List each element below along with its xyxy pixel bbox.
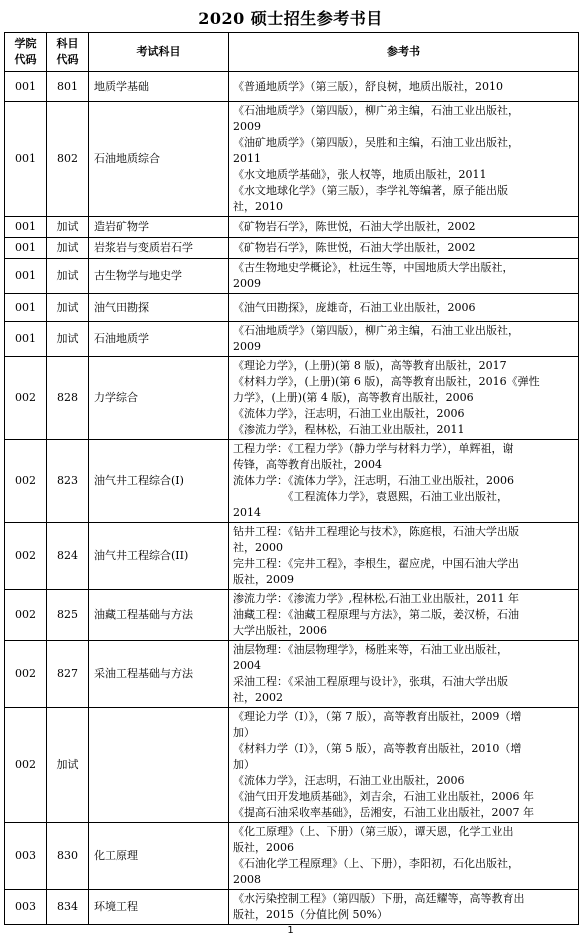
subject-code-cell: 加试	[47, 294, 89, 322]
table-row	[5, 102, 579, 217]
subject-code-cell: 830	[47, 823, 89, 890]
subject-cell: 采油工程基础与方法	[89, 641, 229, 708]
header-subject: 考试科目	[89, 33, 229, 72]
reference-cell: 《普通地质学》（第三版），舒良树，地质出版社，2010	[229, 72, 579, 102]
subject-code-cell: 823	[47, 440, 89, 523]
subject-code-cell: 801	[47, 72, 89, 102]
table-row	[5, 357, 579, 440]
subject-code-cell: 824	[47, 523, 89, 590]
header-subject-code: 科目 代码	[47, 33, 89, 72]
header-college-code: 学院 代码	[5, 33, 47, 72]
college-code-cell: 001	[5, 322, 47, 357]
reference-cell: 工程力学：《工程力学》（静力学与材料力学），单辉祖，谢 传锋，高等教育出版社，2004 流体力学：《流体力学》，汪志明，石油工业出版社，2006 《工程流体力学》，袁恩熙，石油工业出版社， 2014	[229, 440, 579, 523]
subject-cell: 环境工程	[89, 890, 229, 925]
subject-code-cell: 加试	[47, 217, 89, 238]
subject-code-cell: 加试	[47, 708, 89, 823]
subject-cell: 岩浆岩与变质岩石学	[89, 238, 229, 259]
table-header-row	[5, 33, 579, 72]
reference-cell: 《矿物岩石学》，陈世悦，石油大学出版社，2002	[229, 217, 579, 238]
college-code-cell: 003	[5, 890, 47, 925]
college-code-cell: 003	[5, 823, 47, 890]
reference-cell: 《化工原理》（上、下册）（第三版），谭天恩，化学工业出 版社，2006 《石油化学工程原理》（上、下册），李阳初，石化出版社， 2008	[229, 823, 579, 890]
subject-cell: 油藏工程基础与方法	[89, 590, 229, 641]
reference-cell: 《石油地质学》（第四版），柳广弟主编，石油工业出版社， 2009	[229, 322, 579, 357]
table-row	[5, 641, 579, 708]
table-row	[5, 217, 579, 238]
subject-cell: 油气井工程综合(II)	[89, 523, 229, 590]
college-code-cell: 001	[5, 217, 47, 238]
table-row	[5, 708, 579, 823]
subject-cell	[89, 708, 229, 823]
subject-cell: 油气井工程综合(I)	[89, 440, 229, 523]
subject-code-cell: 827	[47, 641, 89, 708]
page-number: 1	[287, 925, 294, 936]
table-row	[5, 72, 579, 102]
college-code-cell: 002	[5, 641, 47, 708]
table-row	[5, 238, 579, 259]
reference-cell: 油层物理：《油层物理学》，杨胜来等，石油工业出版社， 2004 采油工程：《采油工程原理与设计》，张琪，石油大学出版 社，2002	[229, 641, 579, 708]
subject-code-cell: 828	[47, 357, 89, 440]
subject-cell: 石油地质学	[89, 322, 229, 357]
reference-cell: 《油气田勘探》，庞雄奇，石油工业出版社，2006	[229, 294, 579, 322]
subject-cell: 造岩矿物学	[89, 217, 229, 238]
header-reference: 参考书	[229, 33, 579, 72]
reference-cell: 《矿物岩石学》，陈世悦，石油大学出版社，2002	[229, 238, 579, 259]
reference-cell: 《理论力学（I）》，（第 7 版），高等教育出版社，2009（增 加） 《材料力学（I）》，（第 5 版），高等教育出版社，2010（增 加） 《流体力学》，汪志明，石油工业出版社，2006 《油气田开发地质基础》，刘吉余，石油工业出版社，2006 年 《提高石油采收率基础》，岳湘安，石油工业出版社，2007 年	[229, 708, 579, 823]
reference-table	[4, 32, 579, 925]
table-row	[5, 440, 579, 523]
subject-code-cell: 加试	[47, 322, 89, 357]
table-row	[5, 322, 579, 357]
college-code-cell: 001	[5, 238, 47, 259]
college-code-cell: 001	[5, 102, 47, 217]
reference-cell: 钻井工程：《钻井工程理论与技术》，陈庭根，石油大学出版 社，2000 完井工程：《完井工程》，李根生，翟应虎，中国石油大学出 版社，2009	[229, 523, 579, 590]
subject-cell: 力学综合	[89, 357, 229, 440]
reference-cell: 《古生物地史学概论》，杜远生等，中国地质大学出版社， 2009	[229, 259, 579, 294]
subject-cell: 油气田勘探	[89, 294, 229, 322]
college-code-cell: 001	[5, 294, 47, 322]
reference-cell: 《水污染控制工程》（第四版）下册，高廷耀等，高等教育出 版社，2015（分值比例 50%）	[229, 890, 579, 925]
reference-cell: 《理论力学》，(上册)(第 8 版)，高等教育出版社，2017 《材料力学》，(上册)(第 6 版)，高等教育出版社，2016《弹性 力学》，(上册)(第 4 版)，高等教育出版社，2006 《流体力学》，汪志明，石油工业出版社，2006 《渗流力学》，程林松，石油工业出版社，2011	[229, 357, 579, 440]
college-code-cell: 002	[5, 357, 47, 440]
subject-code-cell: 加试	[47, 259, 89, 294]
table-row	[5, 823, 579, 890]
page-title: 2020 硕士招生参考书目	[198, 9, 383, 28]
college-code-cell: 002	[5, 440, 47, 523]
subject-cell: 石油地质综合	[89, 102, 229, 217]
subject-code-cell: 834	[47, 890, 89, 925]
college-code-cell: 002	[5, 523, 47, 590]
college-code-cell: 001	[5, 72, 47, 102]
table-row	[5, 294, 579, 322]
college-code-cell: 002	[5, 708, 47, 823]
table-row	[5, 890, 579, 925]
subject-cell: 化工原理	[89, 823, 229, 890]
college-code-cell: 002	[5, 590, 47, 641]
reference-cell: 渗流力学：《渗流力学》,程林松,石油工业出版社，2011 年 油藏工程：《油藏工程原理与方法》，第二版，姜汉桥，石油 大学出版社，2006	[229, 590, 579, 641]
table-row	[5, 523, 579, 590]
table-row	[5, 590, 579, 641]
subject-code-cell: 802	[47, 102, 89, 217]
table-row	[5, 259, 579, 294]
college-code-cell: 001	[5, 259, 47, 294]
reference-cell: 《石油地质学》（第四版），柳广弟主编，石油工业出版社， 2009 《油矿地质学》（第四版），吴胜和主编，石油工业出版社， 2011 《水文地质学基础》，张人权等，地质出版社，2011 《水文地球化学》（第三版），李学礼等编著，原子能出版 社，2010	[229, 102, 579, 217]
subject-code-cell: 825	[47, 590, 89, 641]
subject-cell: 古生物学与地史学	[89, 259, 229, 294]
subject-cell: 地质学基础	[89, 72, 229, 102]
subject-code-cell: 加试	[47, 238, 89, 259]
